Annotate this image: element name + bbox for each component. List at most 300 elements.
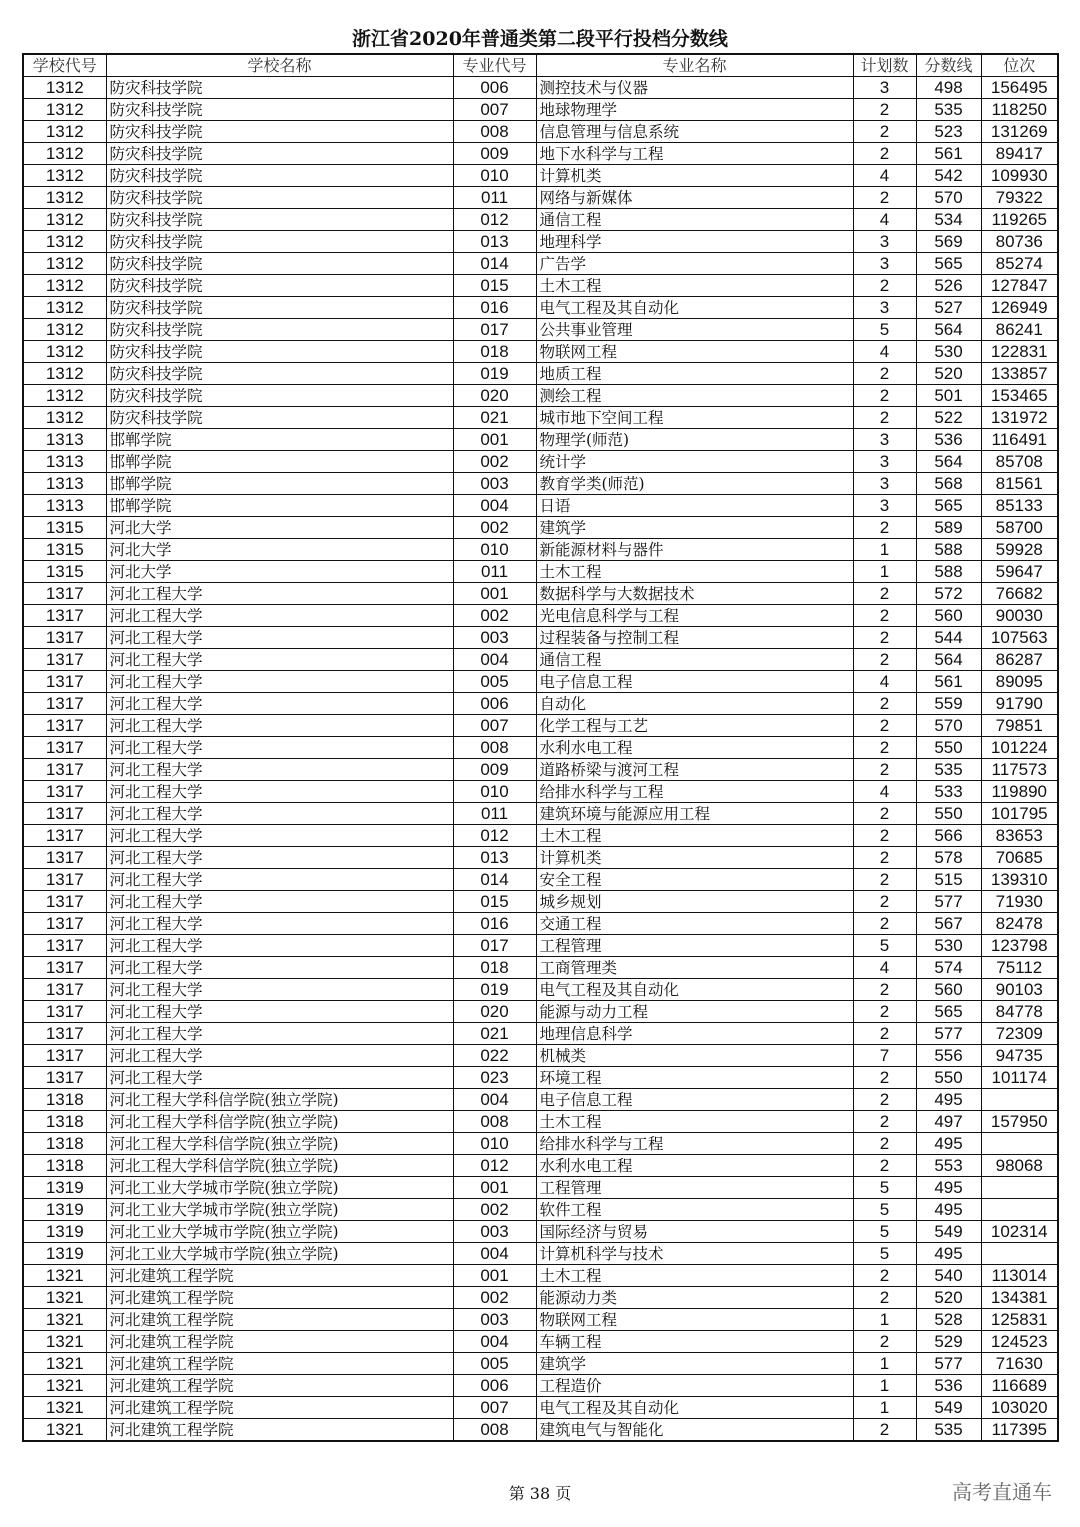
cell-plan-count: 2: [853, 407, 916, 429]
cell-score-line: 577: [916, 1353, 981, 1375]
cell-major-code: 012: [453, 825, 536, 847]
cell-rank: 101795: [981, 803, 1058, 825]
table-row: [23, 1375, 1058, 1397]
cell-score-line: 529: [916, 1331, 981, 1353]
cell-major-code: 012: [453, 1155, 536, 1177]
cell-major-name: 地质工程: [536, 363, 853, 385]
table-row: [23, 1177, 1058, 1199]
cell-major-code: 004: [453, 649, 536, 671]
table-row: [23, 627, 1058, 649]
cell-major-name: 土木工程: [536, 561, 853, 583]
cell-major-name: 建筑学: [536, 517, 853, 539]
cell-school-name: 防灾科技学院: [106, 77, 453, 99]
cell-school-name: 河北工程大学: [106, 583, 453, 605]
cell-major-name: 软件工程: [536, 1199, 853, 1221]
cell-major-code: 004: [453, 1331, 536, 1353]
cell-rank: 81561: [981, 473, 1058, 495]
cell-school-code: 1312: [23, 407, 106, 429]
cell-school-name: 防灾科技学院: [106, 143, 453, 165]
cell-major-name: 地理信息科学: [536, 1023, 853, 1045]
cell-score-line: 520: [916, 1287, 981, 1309]
cell-rank: 117395: [981, 1419, 1058, 1442]
cell-plan-count: 1: [853, 1309, 916, 1331]
cell-major-code: 008: [453, 737, 536, 759]
table-row: [23, 561, 1058, 583]
cell-school-name: 河北工程大学: [106, 957, 453, 979]
table-row: [23, 1287, 1058, 1309]
cell-score-line: 530: [916, 935, 981, 957]
cell-rank: 85274: [981, 253, 1058, 275]
cell-rank: 153465: [981, 385, 1058, 407]
table-row: [23, 231, 1058, 253]
cell-school-name: 河北大学: [106, 561, 453, 583]
cell-school-name: 防灾科技学院: [106, 319, 453, 341]
cell-score-line: 560: [916, 979, 981, 1001]
cell-plan-count: 2: [853, 1067, 916, 1089]
cell-major-code: 009: [453, 759, 536, 781]
cell-school-code: 1312: [23, 363, 106, 385]
table-row: [23, 385, 1058, 407]
cell-school-name: 河北工程大学: [106, 847, 453, 869]
cell-major-name: 地球物理学: [536, 99, 853, 121]
cell-major-name: 数据科学与大数据技术: [536, 583, 853, 605]
cell-plan-count: 2: [853, 517, 916, 539]
cell-major-name: 工商管理类: [536, 957, 853, 979]
cell-major-name: 物理学(师范): [536, 429, 853, 451]
cell-school-code: 1318: [23, 1089, 106, 1111]
cell-plan-count: 3: [853, 451, 916, 473]
cell-rank: 85708: [981, 451, 1058, 473]
cell-major-code: 010: [453, 781, 536, 803]
cell-school-name: 河北工程大学: [106, 605, 453, 627]
cell-plan-count: 4: [853, 781, 916, 803]
cell-rank: 131972: [981, 407, 1058, 429]
cell-major-code: 003: [453, 473, 536, 495]
cell-school-name: 防灾科技学院: [106, 275, 453, 297]
cell-score-line: 497: [916, 1111, 981, 1133]
cell-score-line: 550: [916, 803, 981, 825]
cell-rank: 71930: [981, 891, 1058, 913]
cell-score-line: 564: [916, 451, 981, 473]
cell-school-name: 防灾科技学院: [106, 231, 453, 253]
table-row: [23, 759, 1058, 781]
cell-school-name: 河北建筑工程学院: [106, 1309, 453, 1331]
cell-rank: [981, 1177, 1058, 1199]
cell-school-name: 河北工程大学: [106, 671, 453, 693]
cell-score-line: 570: [916, 715, 981, 737]
cell-score-line: 549: [916, 1221, 981, 1243]
cell-major-name: 机械类: [536, 1045, 853, 1067]
cell-school-code: 1321: [23, 1419, 106, 1442]
table-row: [23, 297, 1058, 319]
cell-score-line: 535: [916, 759, 981, 781]
cell-plan-count: 2: [853, 1023, 916, 1045]
cell-score-line: 550: [916, 1067, 981, 1089]
cell-score-line: 501: [916, 385, 981, 407]
cell-major-code: 013: [453, 847, 536, 869]
cell-major-code: 007: [453, 1397, 536, 1419]
cell-school-code: 1321: [23, 1353, 106, 1375]
cell-rank: 102314: [981, 1221, 1058, 1243]
cell-major-code: 019: [453, 979, 536, 1001]
table-row: [23, 693, 1058, 715]
cell-rank: 125831: [981, 1309, 1058, 1331]
cell-major-name: 水利水电工程: [536, 1155, 853, 1177]
cell-rank: 133857: [981, 363, 1058, 385]
cell-rank: 58700: [981, 517, 1058, 539]
cell-school-name: 防灾科技学院: [106, 363, 453, 385]
cell-score-line: 535: [916, 99, 981, 121]
cell-plan-count: 2: [853, 847, 916, 869]
cell-score-line: 565: [916, 253, 981, 275]
cell-rank: 101174: [981, 1067, 1058, 1089]
cell-score-line: 536: [916, 1375, 981, 1397]
cell-major-name: 城市地下空间工程: [536, 407, 853, 429]
table-row: [23, 1001, 1058, 1023]
cell-major-code: 006: [453, 693, 536, 715]
cell-major-code: 007: [453, 99, 536, 121]
cell-school-name: 河北工业大学城市学院(独立学院): [106, 1199, 453, 1221]
cell-plan-count: 4: [853, 671, 916, 693]
cell-score-line: 577: [916, 891, 981, 913]
cell-plan-count: 4: [853, 957, 916, 979]
table-row: [23, 1309, 1058, 1331]
cell-plan-count: 4: [853, 209, 916, 231]
cell-major-name: 国际经济与贸易: [536, 1221, 853, 1243]
cell-plan-count: 2: [853, 1419, 916, 1442]
cell-plan-count: 5: [853, 1221, 916, 1243]
cell-rank: 90030: [981, 605, 1058, 627]
cell-plan-count: 2: [853, 825, 916, 847]
cell-major-name: 自动化: [536, 693, 853, 715]
cell-major-name: 交通工程: [536, 913, 853, 935]
cell-rank: 131269: [981, 121, 1058, 143]
cell-school-code: 1312: [23, 209, 106, 231]
cell-major-name: 土木工程: [536, 825, 853, 847]
cell-major-name: 公共事业管理: [536, 319, 853, 341]
cell-plan-count: 2: [853, 1133, 916, 1155]
cell-major-name: 城乡规划: [536, 891, 853, 913]
cell-rank: 89417: [981, 143, 1058, 165]
cell-plan-count: 2: [853, 891, 916, 913]
cell-school-code: 1317: [23, 583, 106, 605]
cell-school-name: 河北工程大学: [106, 649, 453, 671]
cell-major-name: 通信工程: [536, 649, 853, 671]
table-row: [23, 1023, 1058, 1045]
cell-rank: 98068: [981, 1155, 1058, 1177]
cell-school-code: 1317: [23, 605, 106, 627]
cell-rank: 122831: [981, 341, 1058, 363]
cell-score-line: 565: [916, 495, 981, 517]
cell-score-line: 572: [916, 583, 981, 605]
cell-school-name: 河北建筑工程学院: [106, 1265, 453, 1287]
cell-school-code: 1312: [23, 319, 106, 341]
table-row: [23, 1067, 1058, 1089]
cell-major-code: 002: [453, 1287, 536, 1309]
table-row: [23, 935, 1058, 957]
cell-major-code: 005: [453, 671, 536, 693]
table-row: [23, 143, 1058, 165]
table-row: [23, 99, 1058, 121]
cell-plan-count: 1: [853, 1397, 916, 1419]
table-row: [23, 1089, 1058, 1111]
cell-school-name: 河北工程大学: [106, 1001, 453, 1023]
cell-major-code: 002: [453, 605, 536, 627]
cell-school-name: 河北建筑工程学院: [106, 1419, 453, 1442]
cell-major-name: 信息管理与信息系统: [536, 121, 853, 143]
cell-major-code: 019: [453, 363, 536, 385]
cell-school-code: 1321: [23, 1309, 106, 1331]
cell-plan-count: 2: [853, 363, 916, 385]
table-row: [23, 319, 1058, 341]
table-row: [23, 891, 1058, 913]
table-row: [23, 605, 1058, 627]
cell-major-name: 物联网工程: [536, 341, 853, 363]
table-row: [23, 495, 1058, 517]
cell-score-line: 495: [916, 1133, 981, 1155]
cell-major-code: 010: [453, 1133, 536, 1155]
cell-major-name: 统计学: [536, 451, 853, 473]
cell-rank: 72309: [981, 1023, 1058, 1045]
cell-plan-count: 3: [853, 77, 916, 99]
cell-school-code: 1312: [23, 341, 106, 363]
cell-school-code: 1312: [23, 99, 106, 121]
cell-school-name: 河北工程大学: [106, 1067, 453, 1089]
cell-rank: 119265: [981, 209, 1058, 231]
cell-score-line: 560: [916, 605, 981, 627]
cell-school-name: 河北大学: [106, 517, 453, 539]
cell-school-code: 1321: [23, 1375, 106, 1397]
cell-school-code: 1312: [23, 77, 106, 99]
cell-major-code: 001: [453, 583, 536, 605]
cell-school-code: 1317: [23, 1045, 106, 1067]
cell-major-code: 008: [453, 1419, 536, 1442]
cell-plan-count: 2: [853, 385, 916, 407]
cell-rank: 157950: [981, 1111, 1058, 1133]
cell-score-line: 540: [916, 1265, 981, 1287]
cell-major-name: 物联网工程: [536, 1309, 853, 1331]
cell-major-name: 能源与动力工程: [536, 1001, 853, 1023]
cell-school-code: 1317: [23, 737, 106, 759]
cell-school-name: 河北工程大学: [106, 1023, 453, 1045]
cell-plan-count: 3: [853, 473, 916, 495]
cell-school-code: 1319: [23, 1243, 106, 1265]
cell-plan-count: 2: [853, 143, 916, 165]
table-row: [23, 1397, 1058, 1419]
table-row: [23, 363, 1058, 385]
cell-school-code: 1317: [23, 1023, 106, 1045]
cell-score-line: 578: [916, 847, 981, 869]
cell-school-name: 河北工程大学: [106, 693, 453, 715]
cell-major-name: 测控技术与仪器: [536, 77, 853, 99]
cell-major-code: 021: [453, 1023, 536, 1045]
cell-school-code: 1313: [23, 495, 106, 517]
cell-major-code: 004: [453, 495, 536, 517]
cell-school-name: 防灾科技学院: [106, 165, 453, 187]
cell-school-name: 防灾科技学院: [106, 407, 453, 429]
table-header-row: [23, 54, 1058, 77]
cell-rank: 124523: [981, 1331, 1058, 1353]
cell-school-code: 1321: [23, 1331, 106, 1353]
cell-score-line: 495: [916, 1177, 981, 1199]
cell-major-name: 土木工程: [536, 1265, 853, 1287]
cell-school-code: 1312: [23, 165, 106, 187]
cell-major-name: 给排水科学与工程: [536, 1133, 853, 1155]
cell-school-code: 1313: [23, 429, 106, 451]
cell-plan-count: 3: [853, 429, 916, 451]
table-row: [23, 1353, 1058, 1375]
table-row: [23, 869, 1058, 891]
cell-school-name: 河北工业大学城市学院(独立学院): [106, 1221, 453, 1243]
cell-major-code: 011: [453, 803, 536, 825]
cell-rank: 75112: [981, 957, 1058, 979]
cell-plan-count: 2: [853, 605, 916, 627]
cell-rank: 156495: [981, 77, 1058, 99]
cell-major-code: 003: [453, 627, 536, 649]
cell-rank: 79851: [981, 715, 1058, 737]
cell-major-code: 002: [453, 1199, 536, 1221]
cell-school-name: 河北工程大学科信学院(独立学院): [106, 1155, 453, 1177]
cell-major-code: 020: [453, 385, 536, 407]
cell-major-code: 016: [453, 913, 536, 935]
cell-major-code: 014: [453, 869, 536, 891]
cell-school-name: 河北工程大学科信学院(独立学院): [106, 1089, 453, 1111]
cell-major-name: 工程管理: [536, 1177, 853, 1199]
cell-school-code: 1317: [23, 693, 106, 715]
cell-major-code: 015: [453, 275, 536, 297]
cell-plan-count: 2: [853, 1111, 916, 1133]
cell-score-line: 542: [916, 165, 981, 187]
cell-major-code: 012: [453, 209, 536, 231]
cell-score-line: 536: [916, 429, 981, 451]
cell-major-code: 014: [453, 253, 536, 275]
admission-score-table: [22, 53, 1059, 1442]
cell-rank: 101224: [981, 737, 1058, 759]
cell-school-code: 1317: [23, 803, 106, 825]
cell-major-name: 化学工程与工艺: [536, 715, 853, 737]
cell-major-code: 005: [453, 1353, 536, 1375]
header-score-line: 分数线: [916, 54, 981, 77]
cell-major-name: 建筑环境与能源应用工程: [536, 803, 853, 825]
cell-plan-count: 2: [853, 1265, 916, 1287]
cell-major-code: 001: [453, 1177, 536, 1199]
cell-school-code: 1321: [23, 1265, 106, 1287]
cell-major-code: 010: [453, 539, 536, 561]
cell-school-name: 河北工程大学: [106, 781, 453, 803]
table-row: [23, 1243, 1058, 1265]
cell-major-code: 020: [453, 1001, 536, 1023]
cell-plan-count: 1: [853, 1375, 916, 1397]
cell-rank: 134381: [981, 1287, 1058, 1309]
cell-major-name: 新能源材料与器件: [536, 539, 853, 561]
cell-score-line: 567: [916, 913, 981, 935]
cell-school-code: 1317: [23, 759, 106, 781]
cell-plan-count: 2: [853, 1089, 916, 1111]
cell-score-line: 565: [916, 1001, 981, 1023]
cell-major-code: 011: [453, 187, 536, 209]
cell-major-code: 004: [453, 1089, 536, 1111]
table-row: [23, 1419, 1058, 1442]
cell-school-code: 1312: [23, 143, 106, 165]
cell-major-code: 015: [453, 891, 536, 913]
cell-rank: [981, 1199, 1058, 1221]
header-major-code: 专业代号: [453, 54, 536, 77]
cell-school-name: 防灾科技学院: [106, 297, 453, 319]
cell-school-code: 1317: [23, 671, 106, 693]
cell-plan-count: 2: [853, 1001, 916, 1023]
cell-major-code: 003: [453, 1309, 536, 1331]
table-row: [23, 451, 1058, 473]
cell-major-code: 021: [453, 407, 536, 429]
cell-plan-count: 2: [853, 737, 916, 759]
cell-plan-count: 2: [853, 1331, 916, 1353]
cell-score-line: 568: [916, 473, 981, 495]
header-school-code: 学校代号: [23, 54, 106, 77]
cell-plan-count: 5: [853, 935, 916, 957]
cell-school-name: 河北工程大学: [106, 913, 453, 935]
cell-school-code: 1317: [23, 847, 106, 869]
cell-major-code: 017: [453, 319, 536, 341]
cell-school-code: 1319: [23, 1221, 106, 1243]
cell-school-code: 1318: [23, 1155, 106, 1177]
cell-school-code: 1313: [23, 451, 106, 473]
cell-rank: [981, 1243, 1058, 1265]
cell-school-name: 邯郸学院: [106, 473, 453, 495]
cell-score-line: 569: [916, 231, 981, 253]
cell-school-name: 河北大学: [106, 539, 453, 561]
cell-major-name: 工程管理: [536, 935, 853, 957]
cell-school-name: 河北工业大学城市学院(独立学院): [106, 1177, 453, 1199]
cell-rank: 94735: [981, 1045, 1058, 1067]
cell-score-line: 523: [916, 121, 981, 143]
cell-plan-count: 2: [853, 649, 916, 671]
table-row: [23, 187, 1058, 209]
cell-plan-count: 2: [853, 187, 916, 209]
table-row: [23, 253, 1058, 275]
cell-score-line: 574: [916, 957, 981, 979]
cell-major-name: 建筑学: [536, 1353, 853, 1375]
cell-school-name: 河北建筑工程学院: [106, 1375, 453, 1397]
cell-school-name: 邯郸学院: [106, 429, 453, 451]
cell-rank: 139310: [981, 869, 1058, 891]
cell-major-name: 过程装备与控制工程: [536, 627, 853, 649]
cell-score-line: 526: [916, 275, 981, 297]
cell-school-name: 河北工程大学科信学院(独立学院): [106, 1133, 453, 1155]
cell-school-code: 1312: [23, 187, 106, 209]
cell-major-name: 测绘工程: [536, 385, 853, 407]
cell-major-name: 电子信息工程: [536, 671, 853, 693]
cell-school-name: 河北建筑工程学院: [106, 1331, 453, 1353]
cell-major-code: 002: [453, 451, 536, 473]
cell-major-name: 地下水科学与工程: [536, 143, 853, 165]
cell-school-code: 1312: [23, 275, 106, 297]
cell-rank: 70685: [981, 847, 1058, 869]
cell-rank: 80736: [981, 231, 1058, 253]
cell-major-name: 给排水科学与工程: [536, 781, 853, 803]
table-row: [23, 1199, 1058, 1221]
cell-school-code: 1317: [23, 649, 106, 671]
cell-plan-count: 1: [853, 561, 916, 583]
cell-plan-count: 1: [853, 539, 916, 561]
cell-plan-count: 5: [853, 1177, 916, 1199]
cell-school-name: 邯郸学院: [106, 495, 453, 517]
table-row: [23, 913, 1058, 935]
cell-plan-count: 2: [853, 627, 916, 649]
table-body: [23, 77, 1058, 1442]
header-rank: 位次: [981, 54, 1058, 77]
cell-plan-count: 2: [853, 1155, 916, 1177]
cell-school-code: 1313: [23, 473, 106, 495]
